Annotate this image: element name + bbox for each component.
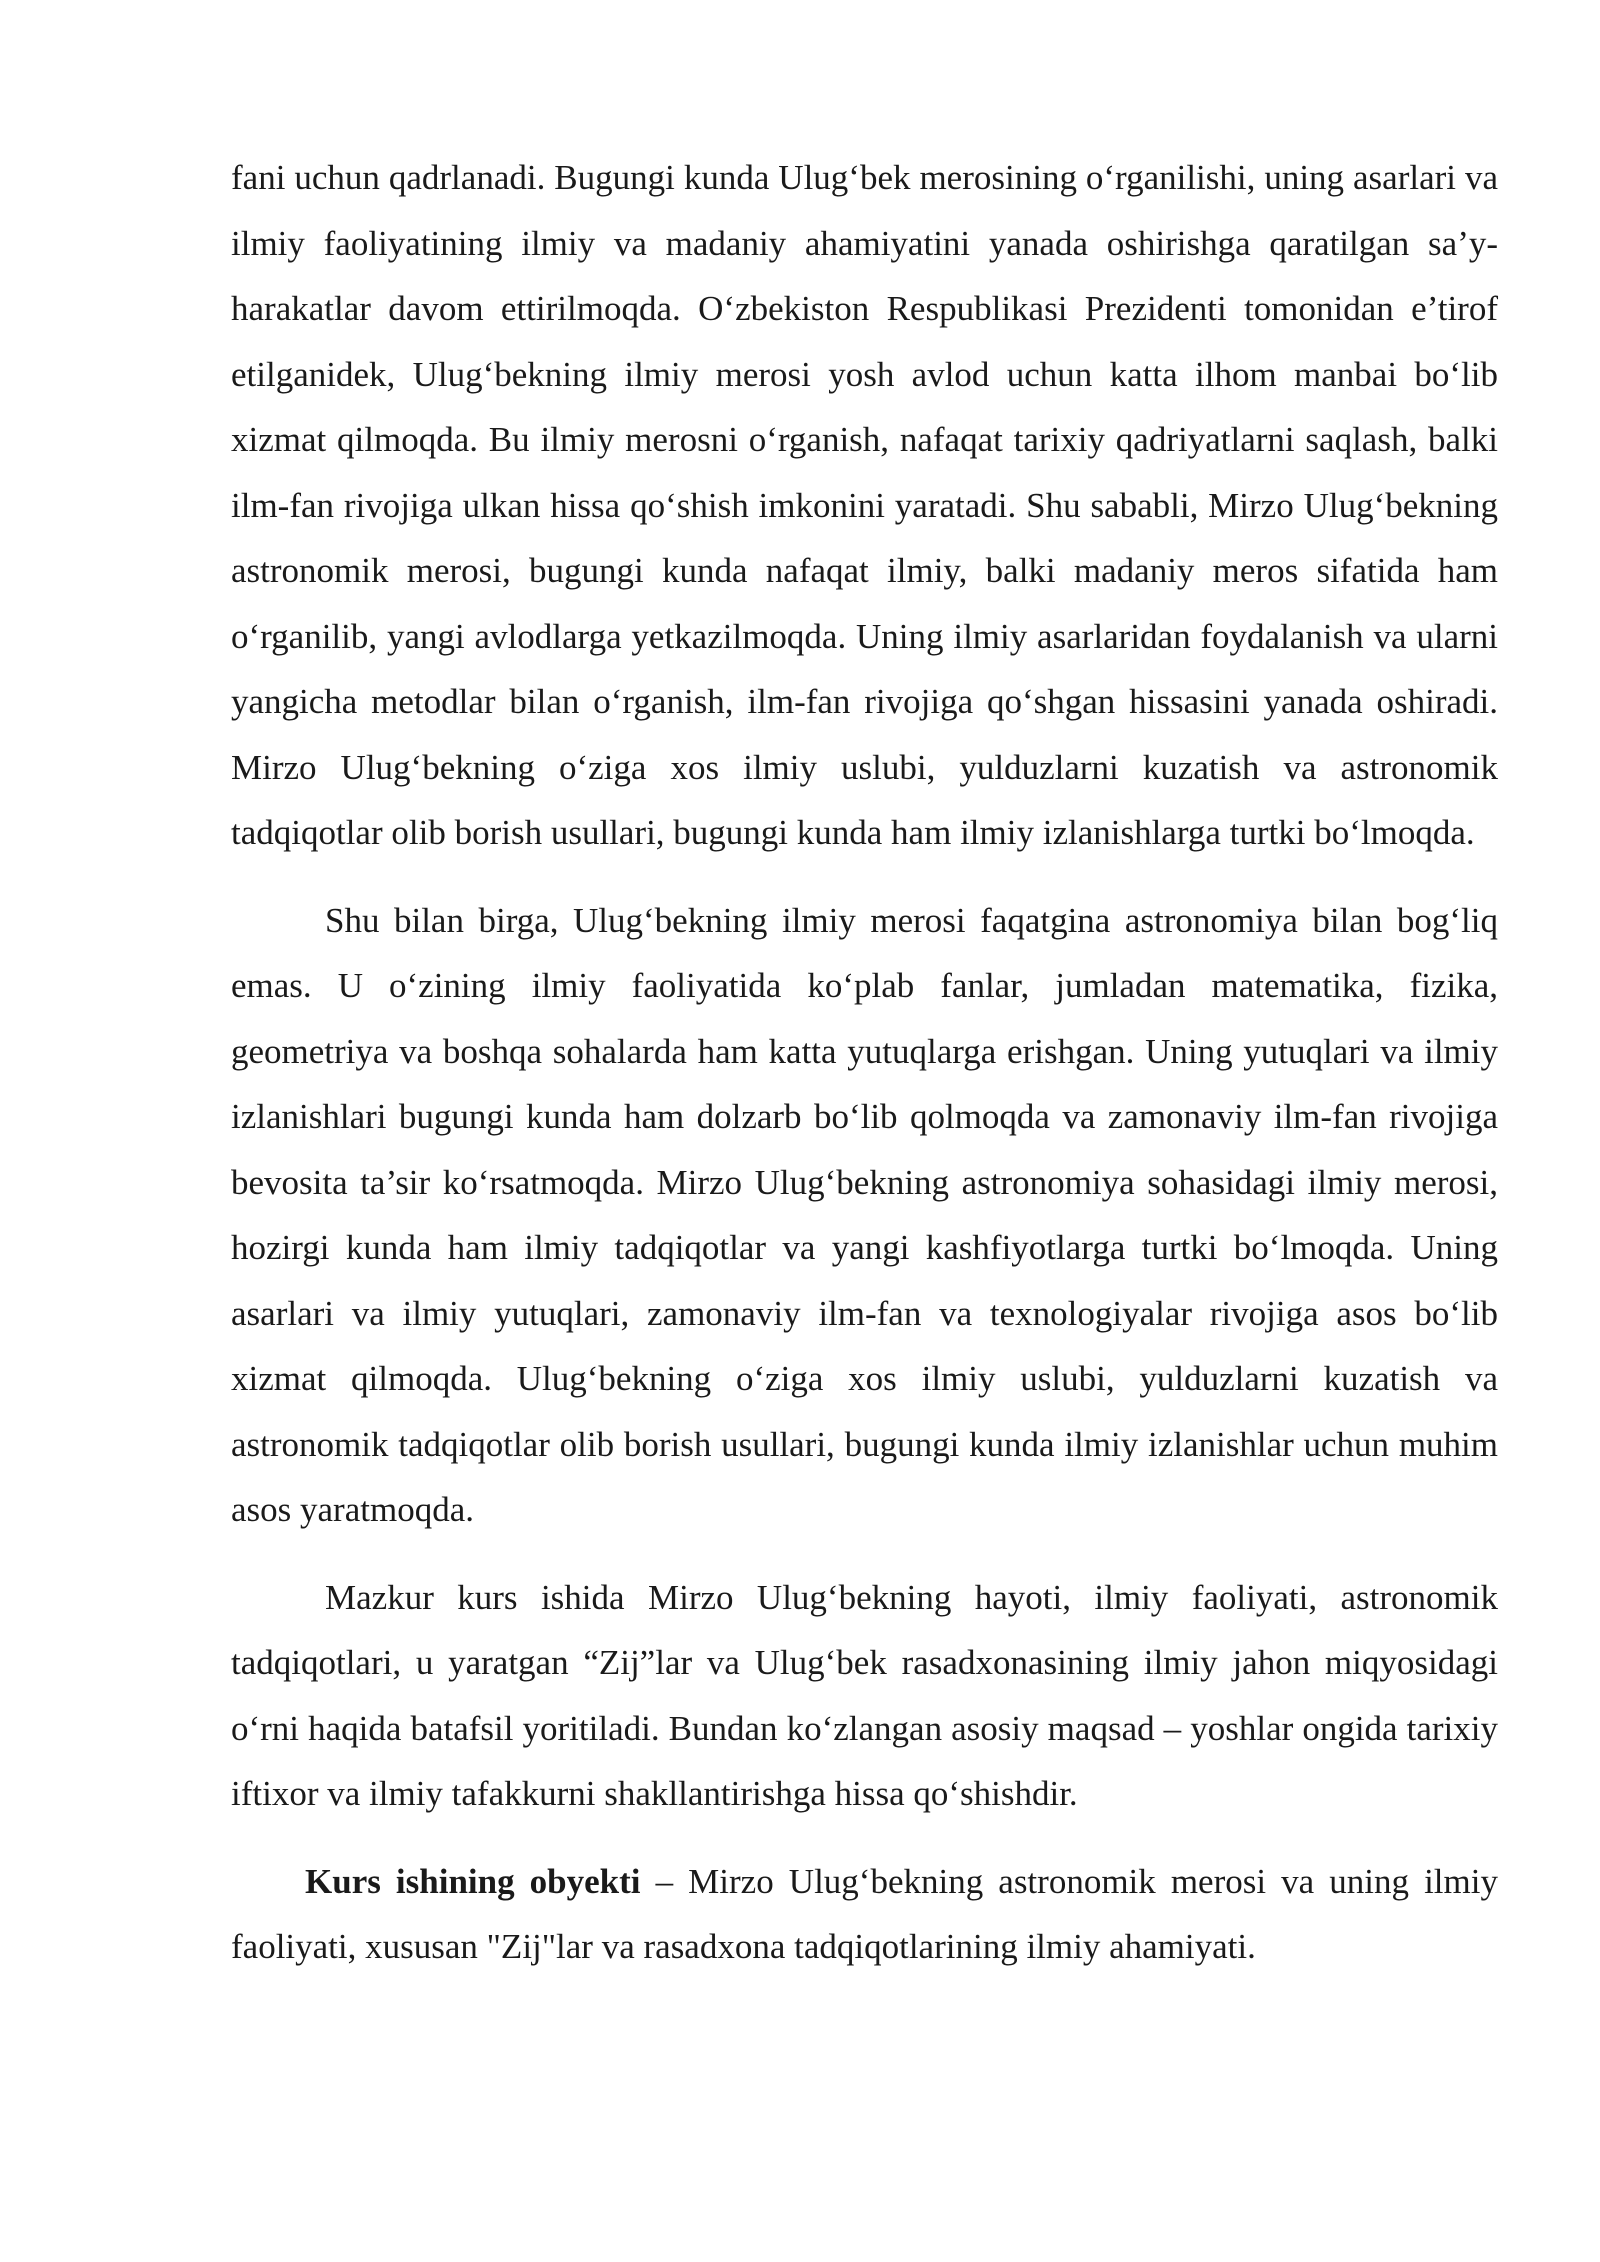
paragraph-2: Shu bilan birga, Ulug‘bekning ilmiy merosi faqatgina astronomiya bilan bog‘liq emas. U o‘zining ilmiy faoliyatida ko‘plab fanlar, jumladan matematika, fizika, geometriya va boshqa sohalarda ham katta yutuqlarga erishgan. Uning yutuqlari va ilmiy izlanishlari bugungi kunda ham dolzarb bo‘lib qolmoqda va zamonaviy ilm-fan rivojiga bevosita ta’sir ko‘rsatmoqda. Mirzo Ulug‘bekning astronomiya sohasidagi ilmiy merosi, hozirgi kunda ham ilmiy tadqiqotlar va yangi kashfiyotlarga turtki bo‘lmoqda. Uning asarlari va ilmiy yutuqlari, zamonaviy ilm-fan va texnologiyalar rivojiga asos bo‘lib xizmat qilmoqda. Ulug‘bekning o‘ziga xos ilmiy uslubi, yulduzlarni kuzatish va astronomik tadqiqotlar olib borish usullari, bugungi kunda ilmiy izlanishlar uchun muhim asos yaratmoqda.	[231, 900, 1498, 1529]
paragraph-3: Mazkur kurs ishida Mirzo Ulug‘bekning hayoti, ilmiy faoliyati, astronomik tadqiqotlari, u yaratgan “Zij”lar va Ulug‘bek rasadxonasining ilmiy jahon miqyosidagi o‘rni haqida batafsil yoritiladi. Bundan ko‘zlangan asosiy maqsad – yoshlar ongida tarixiy iftixor va ilmiy tafakkurni shakllantirishga hissa qo‘shishdir.	[231, 1577, 1498, 1813]
paragraph-4	[231, 1849, 1498, 1980]
paragraph-4-bold-lead: Kurs ishining obyekti	[305, 1861, 641, 1901]
paragraph-4-text: – Mirzo Ulug‘bekning astronomik merosi va uning ilmiy faoliyati, xususan "Zij"lar va rasadxona tadqiqotlarining ilmiy ahamiyati.	[231, 1861, 1498, 1966]
document-body	[231, 145, 1498, 1980]
paragraph-1: fani uchun qadrlanadi. Bugungi kunda Ulug‘bek merosining o‘rganilishi, uning asarlari va ilmiy faoliyatining ilmiy va madaniy ahamiyatini yanada oshirishga qaratilgan sa’y-harakatlar davom ettirilmoqda. O‘zbekiston Respublikasi Prezidenti tomonidan e’tirof etilganidek, Ulug‘bekning ilmiy merosi yosh avlod uchun katta ilhom manbai bo‘lib xizmat qilmoqda. Bu ilmiy merosni o‘rganish, nafaqat tarixiy qadriyatlarni saqlash, balki ilm-fan rivojiga ulkan hissa qo‘shish imkonini yaratadi. Shu sababli, Mirzo Ulug‘bekning astronomik merosi, bugungi kunda nafaqat ilmiy, balki madaniy meros sifatida ham o‘rganilib, yangi avlodlarga yetkazilmoqda. Uning ilmiy asarlaridan foydalanish va ularni yangicha metodlar bilan o‘rganish, ilm-fan rivojiga qo‘shgan hissasini yanada oshiradi. Mirzo Ulug‘bekning o‘ziga xos ilmiy uslubi, yulduzlarni kuzatish va astronomik tadqiqotlar olib borish usullari, bugungi kunda ham ilmiy izlanishlarga turtki bo‘lmoqda.	[231, 158, 1498, 852]
